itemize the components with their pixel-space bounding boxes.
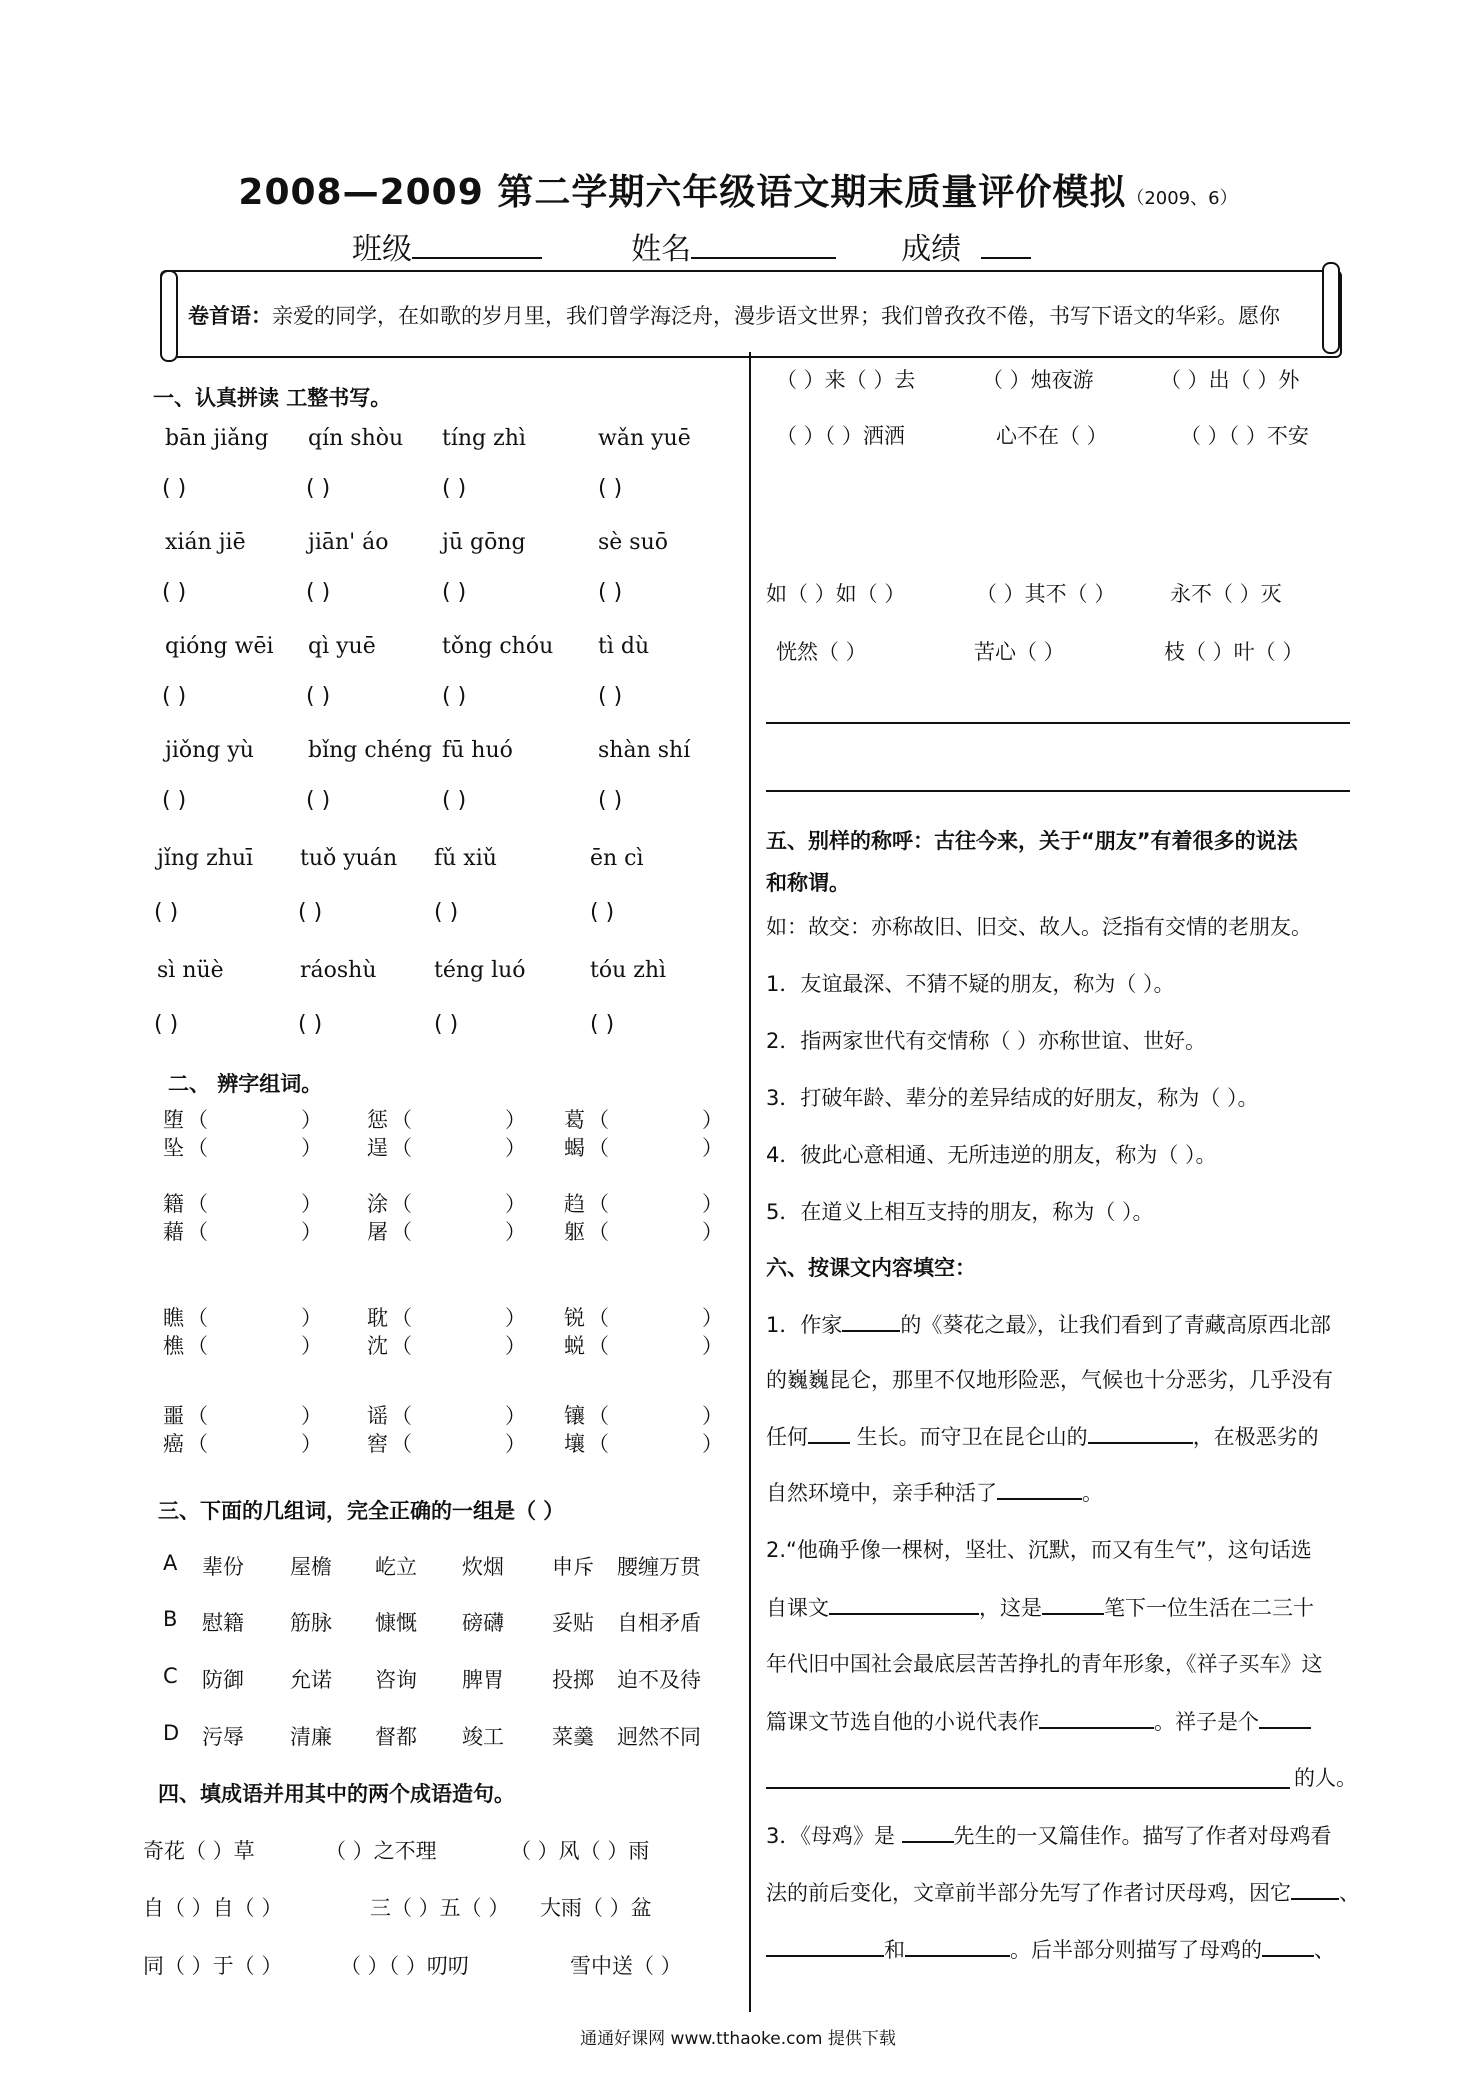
class-label: 班级	[352, 232, 412, 267]
pinyin-answer-parens[interactable]: ( )	[306, 580, 331, 605]
char-item: 蝎	[564, 1136, 585, 1160]
pinyin-answer-parens[interactable]: ( )	[298, 900, 323, 925]
pinyin-answer-parens[interactable]: ( )	[162, 476, 187, 501]
q2-line-3: 年代旧中国社会最底层苦苦挣扎的青年形象，《祥子买车》这	[766, 1652, 1323, 1676]
q3-text: 和	[884, 1938, 905, 1962]
scroll-left-roll	[160, 270, 178, 362]
paren-open: （	[588, 1192, 609, 1216]
pinyin-text: tì dù	[598, 634, 650, 659]
q2-blank-author[interactable]	[1042, 1591, 1104, 1615]
q3-blank-4[interactable]	[1262, 1933, 1314, 1957]
paren-close: ）	[702, 1306, 723, 1330]
q3-text: 、	[1314, 1938, 1335, 1962]
pinyin-answer-parens[interactable]: ( )	[162, 580, 187, 605]
student-info	[352, 224, 1031, 268]
q3-line-2	[766, 1876, 1360, 1907]
paren-open: （	[187, 1220, 208, 1244]
pinyin-answer-parens[interactable]: ( )	[442, 684, 467, 709]
paren-open: （	[391, 1220, 412, 1244]
friend-term-item: 1．友谊最深、不猜不疑的朋友，称为（ ）。	[766, 972, 1175, 996]
idiom-item[interactable]: （ ）风（ ）雨	[510, 1839, 650, 1863]
idiom-item[interactable]: （ ）（ ）不安	[1180, 424, 1309, 448]
pinyin-text: qín shòu	[308, 426, 404, 451]
paren-open: （	[187, 1432, 208, 1456]
option-word: 辈份	[202, 1555, 244, 1579]
pinyin-answer-parens[interactable]: ( )	[162, 788, 187, 813]
q1-line-2: 的巍巍昆仑，那里不仅地形险恶，气候也十分恶劣，几乎没有	[766, 1368, 1333, 1392]
q1-line-3	[766, 1420, 1319, 1451]
paren-close: ）	[702, 1404, 723, 1428]
class-blank[interactable]	[412, 229, 542, 259]
q2-line-4	[766, 1705, 1311, 1736]
q2-text: 。祥子是个	[1154, 1710, 1259, 1734]
pinyin-text: bān jiǎng	[165, 426, 269, 451]
option-word: 允诺	[290, 1668, 332, 1692]
idiom-item[interactable]: （ ）来（ ）去	[776, 368, 916, 392]
paren-close: ）	[702, 1108, 723, 1132]
paren-open: （	[187, 1404, 208, 1428]
paren-open: （	[187, 1306, 208, 1330]
q1-blank-plant[interactable]	[997, 1476, 1082, 1500]
char-item: 籍	[163, 1192, 184, 1216]
score-blank[interactable]	[981, 229, 1031, 259]
option-word: 污辱	[202, 1725, 244, 1749]
paren-open: （	[588, 1108, 609, 1132]
char-item: 锐	[564, 1306, 585, 1330]
q1-text: 生长。而守卫在昆仑山的	[850, 1425, 1088, 1449]
q2-line-2	[766, 1591, 1314, 1622]
pinyin-text: ráoshù	[300, 958, 377, 983]
idiom-item[interactable]: 如（ ）如（ ）	[766, 582, 906, 606]
paren-open: （	[187, 1192, 208, 1216]
footer-credit: 通通好课网 www.tthaoke.com 提供下载	[580, 2029, 896, 2049]
score-label: 成绩	[901, 232, 962, 267]
q3-blank-1[interactable]	[1291, 1876, 1339, 1900]
q1-text: 的《葵花之最》，让我们看到了青藏高原西北部	[900, 1313, 1331, 1337]
paren-close: ）	[505, 1136, 526, 1160]
q1-text: ，在极恶劣的	[1192, 1425, 1319, 1449]
pinyin-answer-parens[interactable]: ( )	[154, 1012, 179, 1037]
option-letter[interactable]: A	[163, 1551, 178, 1575]
pinyin-text: qióng wēi	[165, 634, 274, 659]
pinyin-answer-parens[interactable]: ( )	[162, 684, 187, 709]
option-word: 申斥	[552, 1555, 594, 1579]
pinyin-answer-parens[interactable]: ( )	[434, 1012, 459, 1037]
q3-blank-3[interactable]	[905, 1933, 1010, 1957]
paren-open: （	[391, 1192, 412, 1216]
option-word: 清廉	[290, 1725, 332, 1749]
preface-label: 卷首语：	[188, 304, 272, 328]
paren-close: ）	[702, 1136, 723, 1160]
q2-line-1: 2.“他确乎像一棵树，坚壮、沉默，而又有生气”，这句话选	[766, 1538, 1312, 1562]
paren-open: （	[588, 1136, 609, 1160]
idiom-item[interactable]: 永不（ ）灭	[1170, 582, 1282, 606]
paren-close: ）	[301, 1192, 322, 1216]
char-item: 谣	[367, 1404, 388, 1428]
paren-close: ）	[505, 1334, 526, 1358]
paren-close: ）	[301, 1404, 322, 1428]
section-3-heading: 三、下面的几组词，完全正确的一组是（ ）	[158, 1499, 565, 1523]
pinyin-answer-parens[interactable]: ( )	[306, 788, 331, 813]
paren-open: （	[391, 1108, 412, 1132]
paren-open: （	[588, 1334, 609, 1358]
q3-text: 法的前后变化，文章前半部分先写了作者讨厌母鸡，因它	[766, 1881, 1291, 1905]
pinyin-text: shàn shí	[598, 738, 691, 763]
option-letter[interactable]: B	[163, 1607, 178, 1631]
title-date: （2009、6）	[1126, 188, 1238, 209]
pinyin-answer-parens[interactable]: ( )	[306, 476, 331, 501]
paren-open: （	[391, 1136, 412, 1160]
char-item: 耽	[367, 1306, 388, 1330]
option-word: 慷慨	[375, 1611, 417, 1635]
char-item: 藉	[163, 1220, 184, 1244]
pinyin-answer-parens[interactable]: ( )	[442, 580, 467, 605]
scroll-right-roll	[1322, 262, 1340, 354]
char-item: 噩	[163, 1404, 184, 1428]
q1-text: 任何	[766, 1425, 808, 1449]
paren-close: ）	[505, 1306, 526, 1330]
q2-text: 篇课文节选自他的小说代表作	[766, 1710, 1039, 1734]
section-4-heading: 四、填成语并用其中的两个成语造句。	[158, 1782, 515, 1806]
idiom-item[interactable]: 三（ ）五（ ）	[370, 1896, 510, 1920]
q2-blank-novel[interactable]	[1039, 1705, 1154, 1729]
friend-term-item: 4．彼此心意相通、无所违逆的朋友，称为（ ）。	[766, 1143, 1217, 1167]
paren-open: （	[187, 1334, 208, 1358]
char-item: 镶	[564, 1404, 585, 1428]
pinyin-text: fǔ xiǔ	[434, 846, 497, 871]
q3-text: 先生的一又篇佳作。描写了作者对母鸡看	[953, 1824, 1332, 1848]
q1-line-4	[766, 1476, 1103, 1507]
q2-text: 自课文	[766, 1596, 829, 1620]
pinyin-answer-parens[interactable]: ( )	[306, 684, 331, 709]
option-word: 妥贴	[552, 1611, 594, 1635]
idiom-item[interactable]: 心不在（ ）	[996, 424, 1108, 448]
pinyin-answer-parens[interactable]: ( )	[442, 476, 467, 501]
char-item: 坠	[163, 1136, 184, 1160]
paren-close: ）	[301, 1136, 322, 1160]
q1-blank-author[interactable]	[842, 1308, 900, 1332]
pinyin-text: ēn cì	[590, 846, 644, 871]
q3-text: 3．《母鸡》是	[766, 1824, 902, 1848]
pinyin-text: wǎn yuē	[598, 426, 691, 451]
paren-close: ）	[301, 1220, 322, 1244]
pinyin-text: sè suō	[598, 530, 669, 555]
title-main: 2008—2009 第二学期六年级语文期末质量评价模拟	[238, 172, 1127, 213]
char-item: 趋	[564, 1192, 585, 1216]
paren-close: ）	[702, 1192, 723, 1216]
idiom-item[interactable]: 自（ ）自（ ）	[143, 1896, 283, 1920]
char-item: 涂	[367, 1192, 388, 1216]
q3-blank-2[interactable]	[766, 1933, 884, 1957]
paren-close: ）	[301, 1334, 322, 1358]
option-word: 磅礴	[462, 1611, 504, 1635]
pinyin-text: tóu zhì	[590, 958, 667, 983]
pinyin-text: xián jiē	[165, 530, 246, 555]
option-word: 竣工	[462, 1725, 504, 1749]
pinyin-text: sì nüè	[157, 958, 224, 983]
option-word: 屹立	[375, 1555, 417, 1579]
char-item: 樵	[163, 1334, 184, 1358]
q3-text: 、	[1339, 1881, 1360, 1905]
paren-close: ）	[702, 1220, 723, 1244]
q1-line-1	[766, 1308, 1331, 1339]
paren-open: （	[391, 1404, 412, 1428]
section-6-heading: 六、按课文内容填空：	[766, 1256, 976, 1280]
option-word: 咨询	[375, 1668, 417, 1692]
char-item: 癌	[163, 1432, 184, 1456]
paren-open: （	[391, 1334, 412, 1358]
page-title	[0, 164, 1476, 215]
paren-open: （	[187, 1108, 208, 1132]
pinyin-text: jiǒng yù	[165, 738, 254, 763]
paren-close: ）	[505, 1220, 526, 1244]
pinyin-text: tǒng chóu	[442, 634, 554, 659]
pinyin-answer-parens[interactable]: ( )	[590, 900, 615, 925]
friend-term-item: 5．在道义上相互支持的朋友，称为（ ）。	[766, 1200, 1154, 1224]
paren-close: ）	[301, 1432, 322, 1456]
friend-term-item: 2．指两家世代有交情称（ ）亦称世谊、世好。	[766, 1029, 1207, 1053]
idiom-item[interactable]: 雪中送（ ）	[570, 1954, 682, 1978]
idiom-item[interactable]: （ ）（ ）洒洒	[776, 424, 905, 448]
paren-open: （	[588, 1306, 609, 1330]
q1-text: 1．作家	[766, 1313, 843, 1337]
answer-line-2[interactable]	[766, 790, 1350, 792]
q3-blank-author[interactable]	[902, 1819, 954, 1843]
option-word: 自相矛盾	[617, 1611, 701, 1635]
q1-text: 。	[1082, 1481, 1103, 1505]
pinyin-text: jiān' áo	[308, 530, 389, 555]
paren-open: （	[588, 1220, 609, 1244]
paren-open: （	[391, 1432, 412, 1456]
pinyin-answer-parens[interactable]: ( )	[590, 1012, 615, 1037]
name-blank[interactable]	[691, 229, 836, 259]
char-item: 堕	[163, 1108, 184, 1132]
answer-line-1[interactable]	[766, 722, 1350, 724]
option-word: 炊烟	[462, 1555, 504, 1579]
q1-text: 自然环境中，亲手种活了	[766, 1481, 997, 1505]
q2-text: ，这是	[979, 1596, 1042, 1620]
section-5-heading-2: 和称谓。	[766, 871, 850, 895]
section-5-example: 如：故交：亦称故旧、旧交、故人。泛指有交情的老朋友。	[766, 915, 1312, 939]
option-word: 督都	[375, 1725, 417, 1749]
paren-open: （	[391, 1306, 412, 1330]
option-word: 防御	[202, 1668, 244, 1692]
char-item: 屠	[367, 1220, 388, 1244]
pinyin-answer-parens[interactable]: ( )	[598, 580, 623, 605]
option-word: 屋檐	[290, 1555, 332, 1579]
q3-text: 。后半部分则描写了母鸡的	[1010, 1938, 1262, 1962]
pinyin-text: téng luó	[434, 958, 526, 983]
pinyin-text: jū gōng	[442, 530, 526, 555]
pinyin-answer-parens[interactable]: ( )	[598, 684, 623, 709]
paren-close: ）	[505, 1108, 526, 1132]
option-word: 投掷	[552, 1668, 594, 1692]
q1-blank-guard[interactable]	[1088, 1420, 1193, 1444]
idiom-item[interactable]: 同（ ）于（ ）	[143, 1954, 283, 1978]
option-letter[interactable]: D	[163, 1721, 180, 1745]
q3-line-3	[766, 1933, 1335, 1964]
paren-close: ）	[702, 1334, 723, 1358]
paren-open: （	[187, 1136, 208, 1160]
paren-close: ）	[301, 1108, 322, 1132]
pinyin-answer-parens[interactable]: ( )	[598, 476, 623, 501]
idiom-item[interactable]: （ ）之不理	[325, 1839, 437, 1863]
option-word: 菜羹	[552, 1725, 594, 1749]
section-5-heading-1: 五、别样的称呼：古往今来，关于“朋友”有着很多的说法	[766, 829, 1298, 853]
idiom-item[interactable]: 恍然（ ）	[776, 640, 867, 664]
char-item: 沈	[367, 1334, 388, 1358]
pinyin-text: tíng zhì	[442, 426, 526, 451]
char-item: 窖	[367, 1432, 388, 1456]
char-item: 蜕	[564, 1334, 585, 1358]
idiom-item[interactable]: 苦心（ ）	[974, 640, 1065, 664]
option-word: 迥然不同	[617, 1725, 701, 1749]
char-item: 葛	[564, 1108, 585, 1132]
pinyin-text: jǐng zhuī	[157, 846, 254, 871]
option-word: 迫不及待	[617, 1668, 701, 1692]
idiom-item[interactable]: （ ）出（ ）外	[1160, 368, 1300, 392]
friend-term-item: 3．打破年龄、辈分的差异结成的好朋友，称为（ ）。	[766, 1086, 1259, 1110]
option-word: 慰籍	[202, 1611, 244, 1635]
q3-line-1	[766, 1819, 1332, 1850]
option-word: 脾胃	[462, 1668, 504, 1692]
pinyin-answer-parens[interactable]: ( )	[298, 1012, 323, 1037]
q2-blank-title[interactable]	[829, 1591, 979, 1615]
char-item: 瞧	[163, 1306, 184, 1330]
paren-close: ）	[505, 1404, 526, 1428]
preface-text	[188, 300, 1280, 330]
column-divider	[749, 352, 751, 2012]
pinyin-text: qì yuē	[308, 634, 376, 659]
pinyin-answer-parens[interactable]: ( )	[434, 900, 459, 925]
option-letter[interactable]: C	[163, 1664, 178, 1688]
pinyin-text: fū huó	[442, 738, 513, 763]
q1-blank-thing[interactable]	[808, 1420, 850, 1444]
q2-blank-line[interactable]	[766, 1787, 1290, 1789]
idiom-item[interactable]: （ ）烛夜游	[982, 368, 1094, 392]
idiom-item[interactable]: （ ）（ ）叨叨	[340, 1954, 469, 1978]
q2-blank-trait[interactable]	[1259, 1705, 1311, 1729]
q2-line-5: 的人。	[1294, 1766, 1357, 1790]
section-1-heading: 一、认真拼读 工整书写。	[153, 386, 392, 410]
option-word: 腰缠万贯	[617, 1555, 701, 1579]
pinyin-answer-parens[interactable]: ( )	[598, 788, 623, 813]
idiom-item[interactable]: 枝（ ）叶（ ）	[1164, 640, 1304, 664]
pinyin-text: tuǒ yuán	[300, 846, 398, 871]
char-item: 壤	[564, 1432, 585, 1456]
q2-text: 笔下一位生活在二三十	[1104, 1596, 1314, 1620]
preface-body: 亲爱的同学，在如歌的岁月里，我们曾学海泛舟，漫步语文世界；我们曾孜孜不倦，书写下语文的华彩。愿你	[272, 304, 1280, 328]
idiom-item[interactable]: 大雨（ ）盆	[540, 1896, 652, 1920]
section-2-heading: 二、 辨字组词。	[168, 1072, 323, 1096]
name-label: 姓名	[631, 232, 692, 267]
pinyin-text: bǐng chéng	[308, 738, 433, 763]
char-item: 逞	[367, 1136, 388, 1160]
paren-close: ）	[505, 1192, 526, 1216]
idiom-item[interactable]: （ ）其不（ ）	[976, 582, 1116, 606]
pinyin-answer-parens[interactable]: ( )	[154, 900, 179, 925]
paren-close: ）	[702, 1432, 723, 1456]
paren-close: ）	[505, 1432, 526, 1456]
paren-open: （	[588, 1404, 609, 1428]
pinyin-answer-parens[interactable]: ( )	[442, 788, 467, 813]
option-word: 筋脉	[290, 1611, 332, 1635]
char-item: 惩	[367, 1108, 388, 1132]
idiom-item[interactable]: 奇花（ ）草	[143, 1839, 255, 1863]
paren-close: ）	[301, 1306, 322, 1330]
char-item: 躯	[564, 1220, 585, 1244]
paren-open: （	[588, 1432, 609, 1456]
